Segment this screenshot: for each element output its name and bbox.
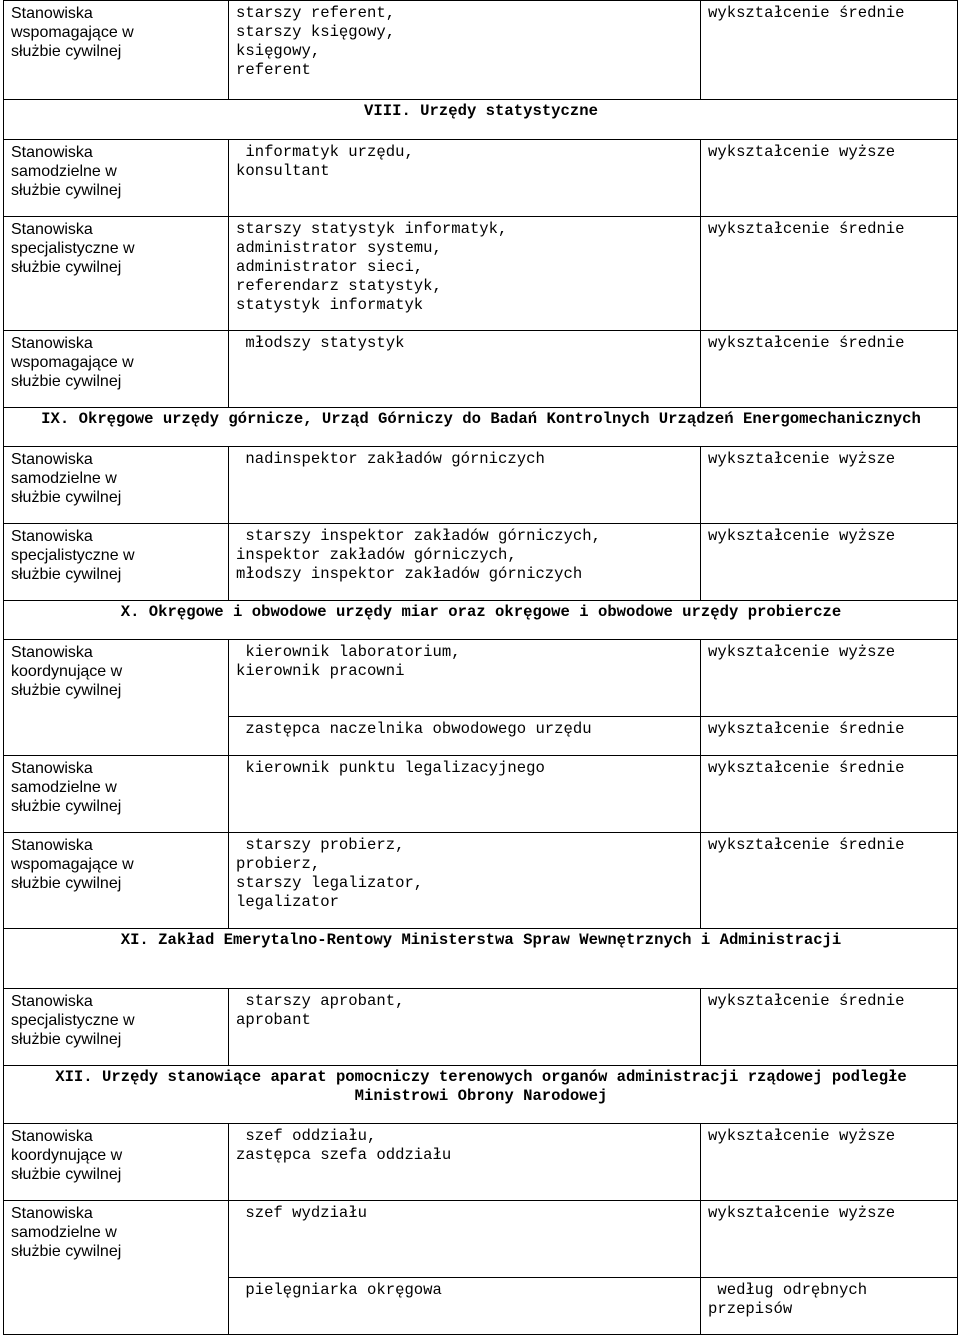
category-cell (4, 217, 229, 331)
positions-table (3, 0, 958, 1335)
text-line: zastępca naczelnika obwodowego urzędu (236, 720, 592, 738)
section-heading-row (4, 929, 958, 989)
text-line: statystyk informatyk (236, 296, 424, 314)
category-cell (4, 331, 229, 408)
section-heading-row (4, 100, 958, 140)
category-cell (4, 640, 229, 756)
text-line: wykształcenie średnie (708, 220, 905, 238)
text-line: służbie cywilnej (11, 1166, 122, 1183)
text-line: według odrębnych (708, 1281, 868, 1299)
text-line: służbie cywilnej (11, 489, 122, 506)
category-cell (4, 140, 229, 217)
text-line: wspomagające w (11, 856, 134, 873)
text-line: wykształcenie wyższe (708, 450, 896, 468)
text-line: administrator systemu, (236, 239, 442, 257)
text-line: wykształcenie średnie (708, 759, 905, 777)
text-line: referendarz statystyk, (236, 277, 442, 295)
section-heading-row (4, 601, 958, 640)
section-heading (4, 1066, 958, 1124)
text-line: starszy aprobant, (236, 992, 405, 1010)
document-page (3, 0, 957, 1335)
text-line: starszy referent, (236, 4, 396, 22)
position-row (4, 1124, 958, 1201)
position-cell (229, 140, 701, 217)
text-line: samodzielne w (11, 163, 117, 180)
text-line: specjalistyczne w (11, 547, 135, 564)
text-line: starszy statystyk informatyk, (236, 220, 508, 238)
text-line: specjalistyczne w (11, 240, 135, 257)
text-line: wykształcenie średnie (708, 720, 905, 738)
position-row (4, 989, 958, 1066)
position-row (4, 756, 958, 833)
text-line: starszy inspektor zakładów górniczych, (236, 527, 601, 545)
text-line: służbie cywilnej (11, 566, 122, 583)
text-line: probierz, (236, 855, 321, 873)
education-cell (701, 833, 958, 929)
text-line: służbie cywilnej (11, 798, 122, 815)
text-line: koordynujące w (11, 663, 123, 680)
text-line: szef oddziału, (236, 1127, 377, 1145)
text-line: starszy księgowy, (236, 23, 396, 41)
text-line: młodszy statystyk (236, 334, 405, 352)
text-line: służbie cywilnej (11, 682, 122, 699)
education-cell (701, 640, 958, 717)
text-line: służbie cywilnej (11, 182, 122, 199)
category-cell (4, 447, 229, 524)
text-line: aprobant (236, 1011, 311, 1029)
text-line: starszy probierz, (236, 836, 405, 854)
text-line: służbie cywilnej (11, 1031, 122, 1048)
education-cell (701, 989, 958, 1066)
text-line: Stanowiska (11, 221, 93, 238)
category-cell (4, 989, 229, 1066)
text-line: legalizator (236, 893, 339, 911)
text-line: Stanowiska (11, 837, 93, 854)
text-line: służbie cywilnej (11, 1243, 122, 1260)
text-line: kierownik pracowni (236, 662, 405, 680)
text-line: samodzielne w (11, 1224, 117, 1241)
text-line: konsultant (236, 162, 330, 180)
text-line: Stanowiska (11, 993, 93, 1010)
text-line: samodzielne w (11, 779, 117, 796)
category-cell (4, 833, 229, 929)
position-cell (229, 1124, 701, 1201)
position-cell (229, 756, 701, 833)
position-cell (229, 1, 701, 100)
education-cell (701, 717, 958, 756)
text-line: IX. Okręgowe urzędy górnicze, Urząd Górniczy do Badań Kontrolnych Urządzeń Energomechanicznych (41, 410, 921, 428)
section-heading (4, 601, 958, 640)
text-line: służbie cywilnej (11, 43, 122, 60)
text-line: szef wydziału (236, 1204, 368, 1222)
position-row (4, 447, 958, 524)
text-line: VIII. Urzędy statystyczne (364, 102, 598, 120)
category-cell (4, 1124, 229, 1201)
text-line: służbie cywilnej (11, 259, 122, 276)
text-line: nadinspektor zakładów górniczych (236, 450, 545, 468)
text-line: Ministrowi Obrony Narodowej (354, 1087, 608, 1105)
text-line: wykształcenie wyższe (708, 643, 896, 661)
text-line: specjalistyczne w (11, 1012, 135, 1029)
position-cell (229, 833, 701, 929)
position-row (4, 331, 958, 408)
text-line: księgowy, (236, 42, 321, 60)
position-row (4, 640, 958, 717)
text-line: przepisów (708, 1300, 793, 1318)
text-line: wykształcenie średnie (708, 992, 905, 1010)
education-cell (701, 1201, 958, 1278)
text-line: referent (236, 61, 311, 79)
text-line: kierownik laboratorium, (236, 643, 461, 661)
position-cell (229, 524, 701, 601)
position-cell (229, 447, 701, 524)
position-cell (229, 1201, 701, 1278)
education-cell (701, 1124, 958, 1201)
text-line: administrator sieci, (236, 258, 424, 276)
education-cell (701, 756, 958, 833)
category-cell (4, 756, 229, 833)
text-line: X. Okręgowe i obwodowe urzędy miar oraz okręgowe i obwodowe urzędy probiercze (120, 603, 842, 621)
text-line: służbie cywilnej (11, 373, 122, 390)
category-cell (4, 1, 229, 100)
text-line: wspomagające w (11, 354, 134, 371)
text-line: inspektor zakładów górniczych, (236, 546, 517, 564)
education-cell (701, 331, 958, 408)
text-line: służbie cywilnej (11, 875, 122, 892)
text-line: wykształcenie wyższe (708, 1204, 896, 1222)
education-cell (701, 447, 958, 524)
text-line: koordynujące w (11, 1147, 123, 1164)
education-cell (701, 140, 958, 217)
category-cell (4, 524, 229, 601)
text-line: Stanowiska (11, 1128, 93, 1145)
text-line: XI. Zakład Emerytalno-Rentowy Ministerstwa Spraw Wewnętrznych i Administracji (120, 931, 842, 949)
text-line: Stanowiska (11, 144, 93, 161)
text-line: Stanowiska (11, 451, 93, 468)
text-line: wykształcenie średnie (708, 334, 905, 352)
text-line: informatyk urzędu, (236, 143, 414, 161)
positions-table-body (4, 1, 958, 1335)
text-line: XII. Urzędy stanowiące aparat pomocniczy terenowych organów administracji rządowej podległe (55, 1068, 907, 1086)
text-line: Stanowiska (11, 1205, 93, 1222)
position-cell (229, 217, 701, 331)
text-line: Stanowiska (11, 528, 93, 545)
text-line: wspomagające w (11, 24, 134, 41)
education-cell (701, 1278, 958, 1335)
section-heading (4, 408, 958, 447)
section-heading-row (4, 408, 958, 447)
text-line: Stanowiska (11, 5, 93, 22)
text-line: pielęgniarka okręgowa (236, 1281, 442, 1299)
section-heading (4, 929, 958, 989)
position-cell (229, 989, 701, 1066)
position-cell (229, 717, 701, 756)
position-cell (229, 331, 701, 408)
position-row (4, 217, 958, 331)
text-line: kierownik punktu legalizacyjnego (236, 759, 545, 777)
position-cell (229, 1278, 701, 1335)
text-line: wykształcenie wyższe (708, 143, 896, 161)
education-cell (701, 524, 958, 601)
education-cell (701, 217, 958, 331)
position-row (4, 1, 958, 100)
text-line: wykształcenie średnie (708, 836, 905, 854)
education-cell (701, 1, 958, 100)
position-row (4, 1201, 958, 1278)
position-cell (229, 640, 701, 717)
text-line: starszy legalizator, (236, 874, 424, 892)
text-line: Stanowiska (11, 335, 93, 352)
text-line: wykształcenie wyższe (708, 1127, 896, 1145)
category-cell (4, 1201, 229, 1335)
text-line: Stanowiska (11, 644, 93, 661)
section-heading-row (4, 1066, 958, 1124)
section-heading (4, 100, 958, 140)
position-row (4, 140, 958, 217)
text-line: zastępca szefa oddziału (236, 1146, 452, 1164)
text-line: wykształcenie wyższe (708, 527, 896, 545)
text-line: Stanowiska (11, 760, 93, 777)
text-line: wykształcenie średnie (708, 4, 905, 22)
text-line: młodszy inspektor zakładów górniczych (236, 565, 583, 583)
text-line: samodzielne w (11, 470, 117, 487)
position-row (4, 833, 958, 929)
position-row (4, 524, 958, 601)
